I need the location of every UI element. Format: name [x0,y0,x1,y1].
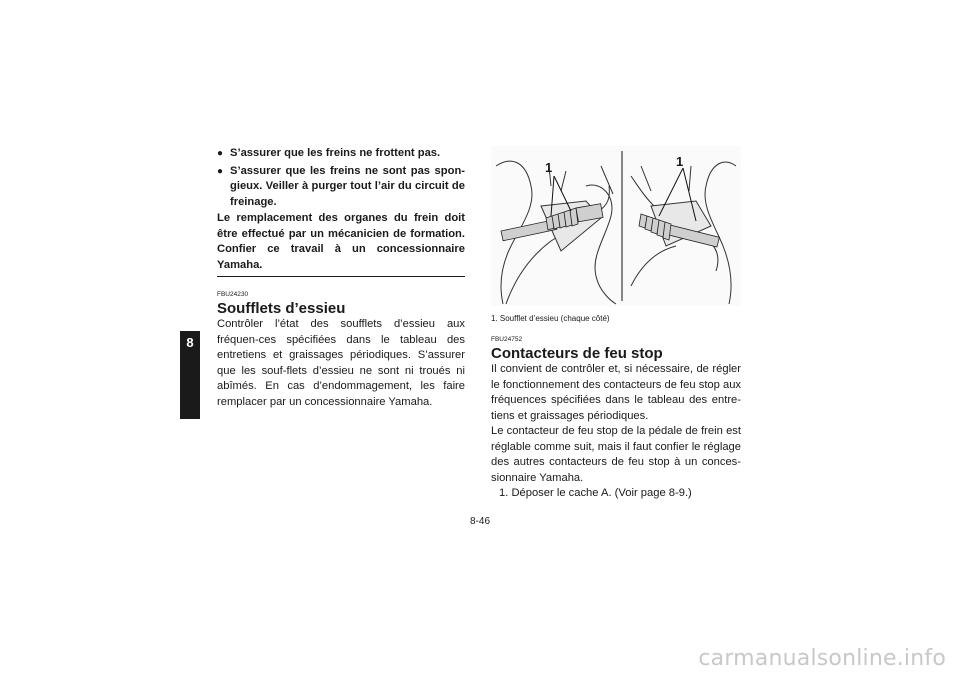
section-title: Soufflets d’essieu [217,300,346,317]
chapter-tab: 8 [180,331,200,419]
step-item: 1. Déposer le cache A. (Voir page 8-9.) [499,487,692,499]
divider [217,276,465,277]
warning-text: Le remplacement des organes du frein doit être effectué par un mécanicien de formation. Confier ce travail à un concessionnaire Yamaha. [217,212,465,271]
bullet-item: ● S’assurer que les freins ne frottent pas. [217,146,465,162]
axle-boot-drawing [491,146,741,306]
section-title: Contacteurs de feu stop [491,345,663,362]
section-code: FBU24230 [217,291,249,298]
left-column [217,146,465,410]
page-number: 8-46 [469,516,490,527]
figure-caption: 1. Soufflet d’essieu (chaque côté) [491,314,610,323]
callout-label: 1 [676,154,684,169]
callout-label: 1 [545,160,553,175]
right-column [491,146,741,502]
axle-boot-illustration [491,146,741,306]
section-paragraph: Il convient de contrôler et, si nécessaire, de régler le fonctionnement des contacteurs de feu stop aux fréquences spécifiées dans le tableau des entre-tiens et graissages périodiques. [491,363,742,422]
section-code: FBU24752 [491,336,523,343]
section-body: Contrôler l’état des soufflets d’essieu aux fréquen-ces spécifiées dans le tableau des entretiens et graissages périodiques. S’assurer que les souf-flets d’essieu ne sont ni troués ni abîmés. En cas d’endommagement, les faire remplacer par un concessionnaire Yamaha. [217,318,465,408]
watermark: carmanualsonline.info [698,646,946,671]
section-paragraph: Le contacteur de feu stop de la pédale de frein est réglable comme suit, mais il faut confier le réglage des autres contacteurs de feu stop à un conces-sionnaire Yamaha. [491,425,741,484]
bullet-item: ● S’assurer que les freins ne sont pas spon-gieux. Veiller à purger tout l’air du circuit de freinage. [217,164,465,211]
